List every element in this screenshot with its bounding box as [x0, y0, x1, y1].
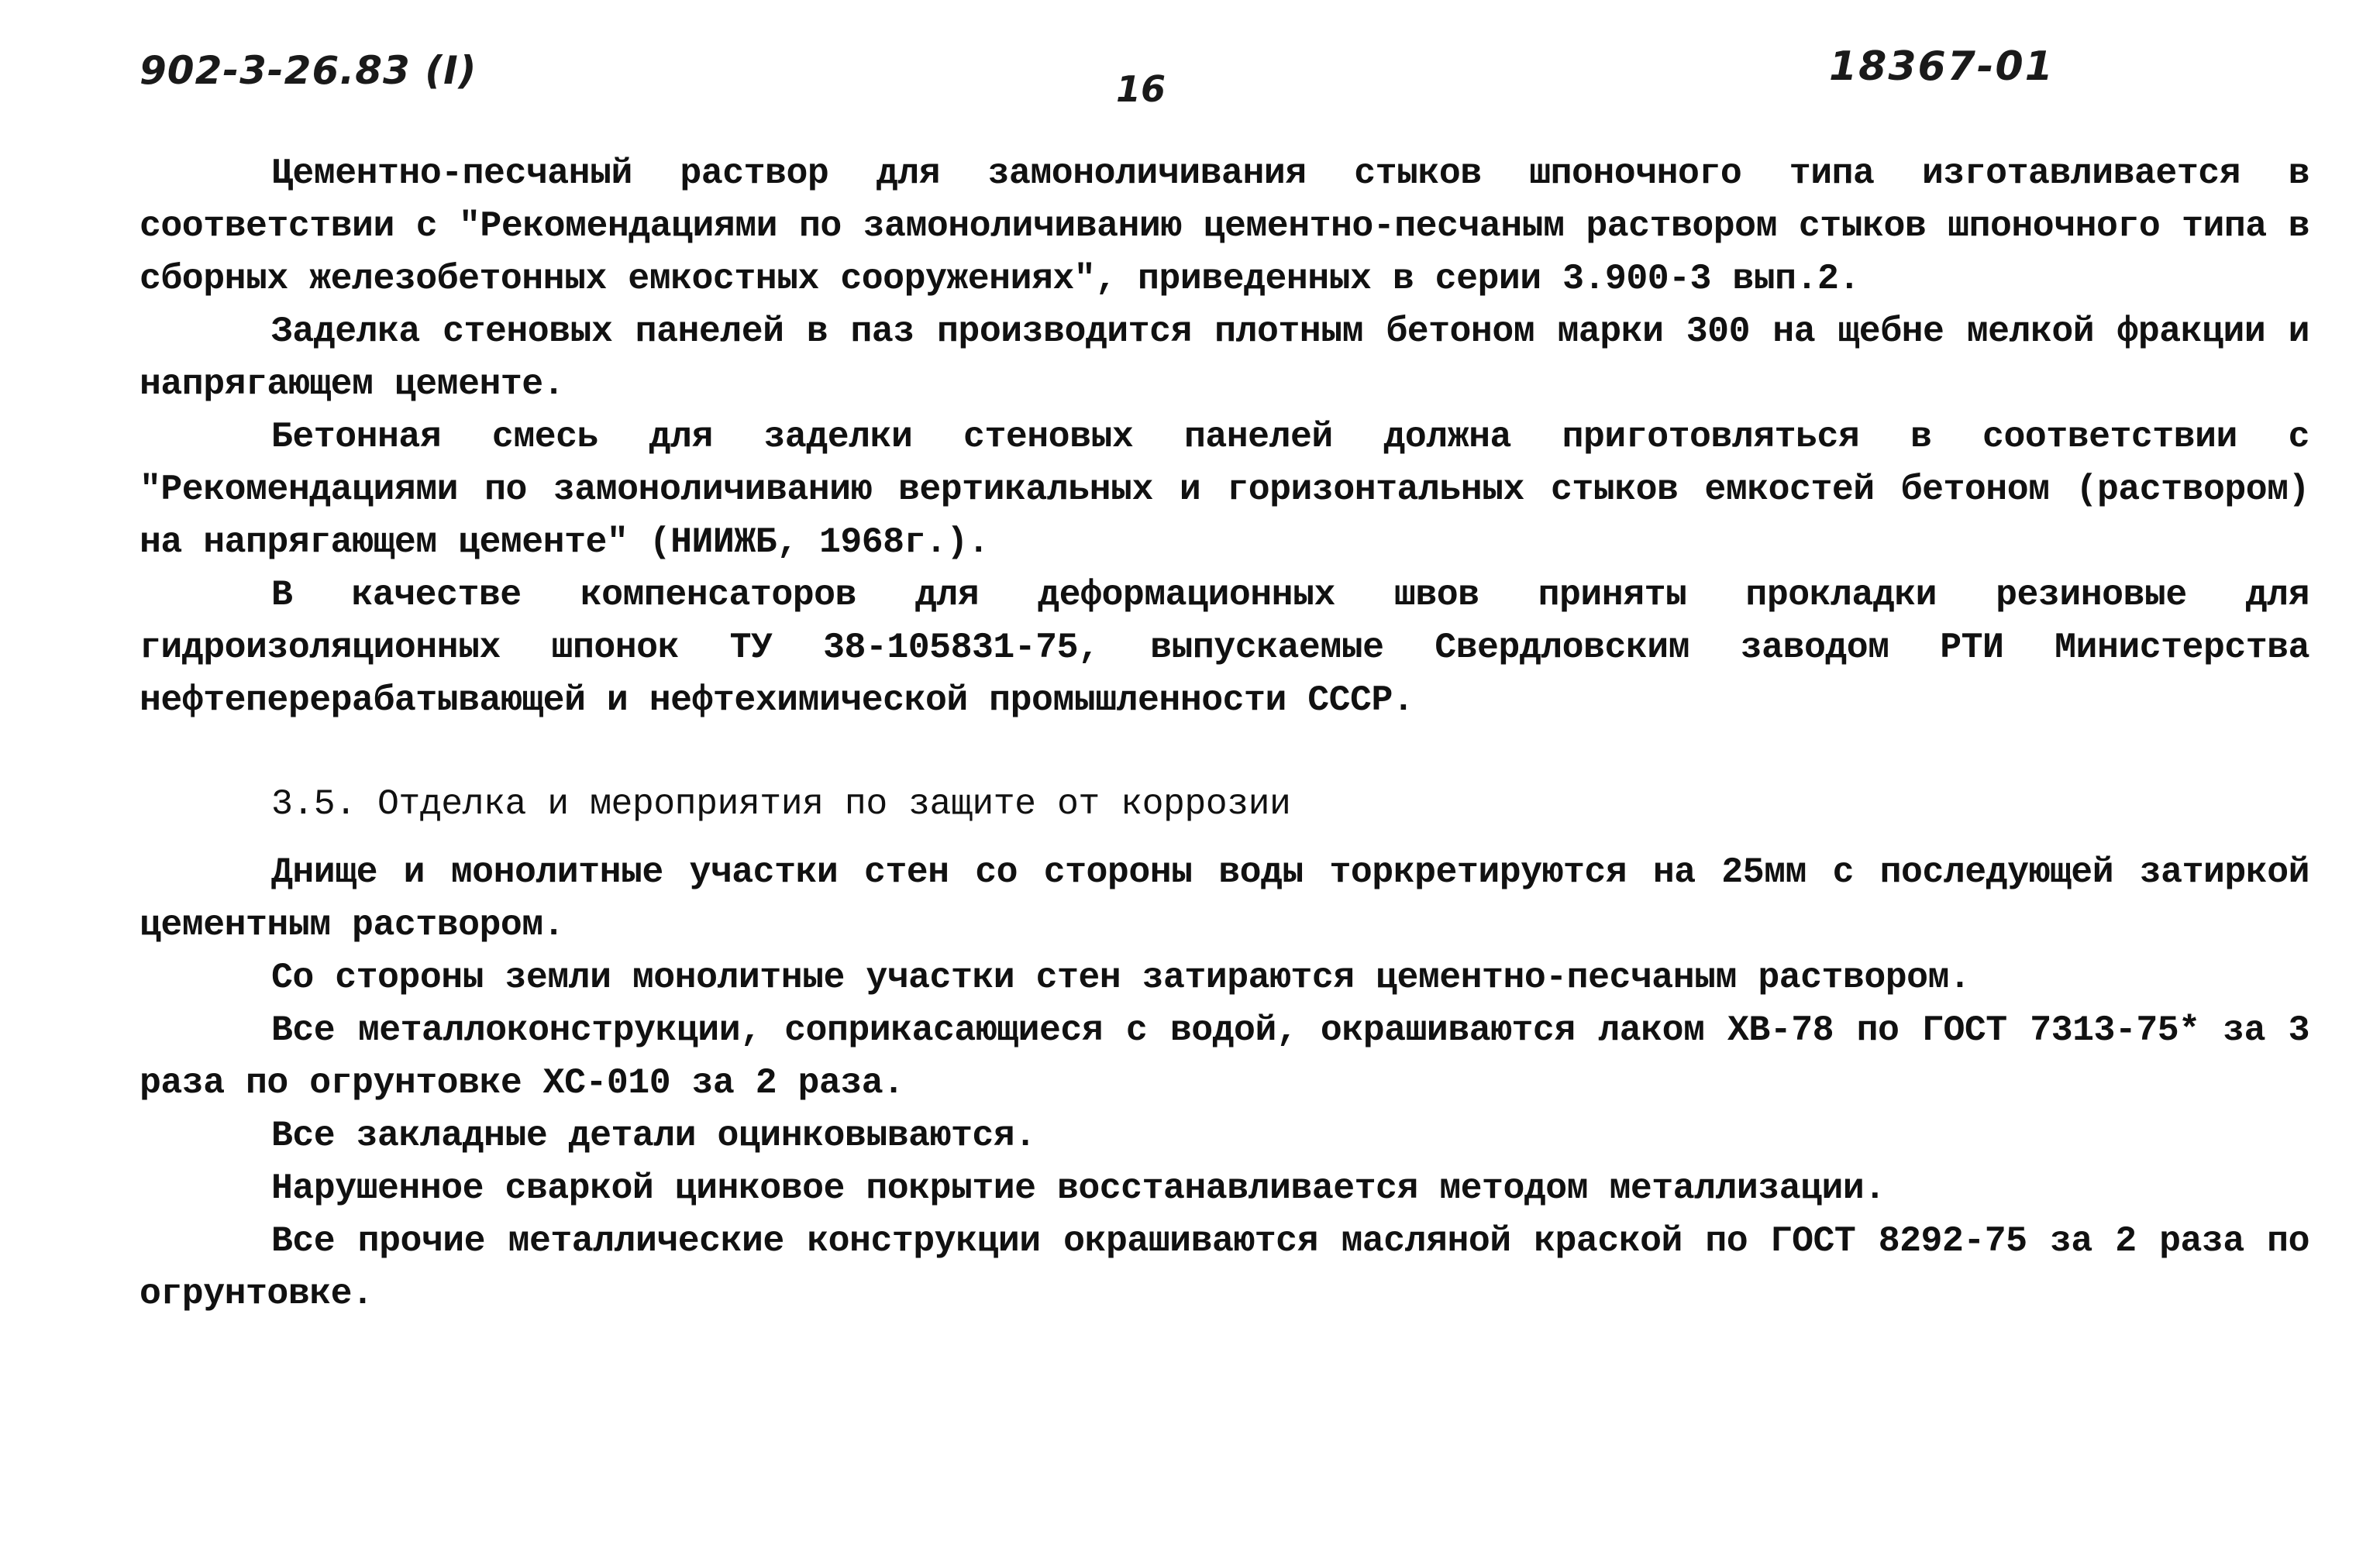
- paragraph-panel-sealing: Заделка стеновых панелей в паз производится плотным бетоном марки 300 на щебне мелкой фракции и напрягающем цементе.: [139, 311, 2309, 404]
- paragraph-bottom-shotcrete: Днище и монолитные участки стен со стороны воды торкретируются на 25мм с последующей затиркой цементным раствором.: [139, 851, 2309, 945]
- paragraph-metal-coating: Все металлоконструкции, соприкасающиеся с водой, окрашиваются лаком ХВ-78 по ГОСТ 7313-75* за 3 раза по огрунтовке ХС-010 за 2 раза.: [139, 1010, 2309, 1103]
- reference-number: 18367-01: [1829, 43, 2055, 90]
- paragraph-compensators: В качестве компенсаторов для деформационных швов приняты прокладки резиновые для гидроизоляционных шпонок ТУ 38-105831-75, выпускаемые Свердловским заводом РТИ Министерства нефтеперерабатывающей и нефтехимической промышленности СССР.: [139, 574, 2309, 721]
- paragraph-embedded-parts: Все закладные детали оцинковываются.: [271, 1115, 1036, 1156]
- paragraph-zinc-restore: Нарушенное сваркой цинковое покрытие восстанавливается методом металлизации.: [271, 1168, 1886, 1209]
- document-body: [139, 147, 2309, 1320]
- page-number: 16: [1116, 68, 1166, 110]
- paragraph-concrete-mix: Бетонная смесь для заделки стеновых панелей должна приготовляться в соответствии с "Рекомендациями по замоноличиванию вертикальных и горизонтальных стыков емкостей бетоном (раствором) на напрягающем цементе" (НИИЖБ, 1968г.).: [139, 416, 2309, 562]
- paragraph-mortar: Цементно-песчаный раствор для замоноличивания стыков шпоночного типа изготавливается в соответствии с "Рекомендациями по замоноличиванию цементно-песчаным раствором стыков шпоночного типа в сборных железобетонных емкостных сооружениях", приведенных в серии 3.900-3 вып.2.: [139, 153, 2309, 299]
- paragraph-ground-side: Со стороны земли монолитные участки стен затираются цементно-песчаным раствором.: [271, 957, 1971, 998]
- document-code: 902-3-26.83 (I): [139, 48, 477, 93]
- section-heading: 3.5. Отделка и мероприятия по защите от коррозии: [271, 783, 1291, 824]
- paragraph-other-metal: Все прочие металлические конструкции окрашиваются масляной краской по ГОСТ 8292-75 за 2 раза по огрунтовке.: [139, 1220, 2309, 1314]
